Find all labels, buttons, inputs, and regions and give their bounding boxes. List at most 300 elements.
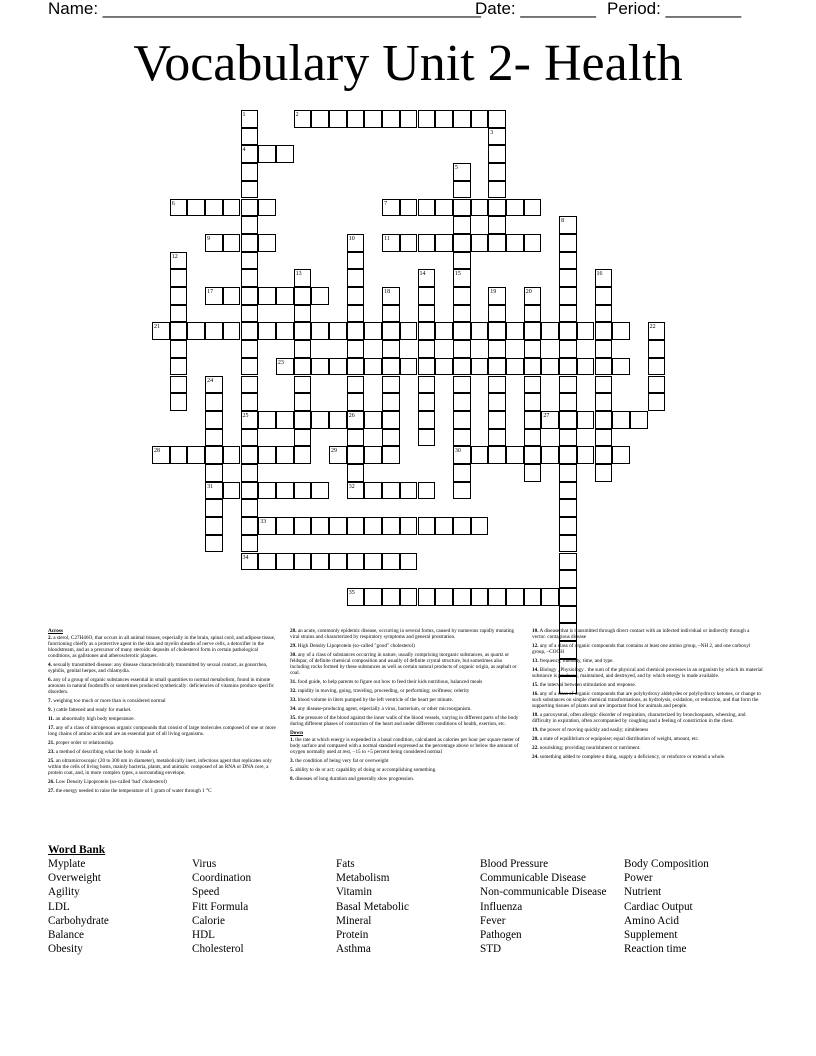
grid-cell[interactable] <box>595 446 613 464</box>
grid-cell[interactable] <box>400 482 418 500</box>
grid-cell[interactable] <box>258 553 276 571</box>
grid-cell[interactable] <box>311 553 329 571</box>
grid-cell[interactable] <box>524 287 542 305</box>
period-field[interactable]: Period: ________ <box>607 0 742 18</box>
grid-cell[interactable] <box>453 429 471 447</box>
grid-cell[interactable] <box>524 305 542 323</box>
grid-cell[interactable] <box>418 234 436 252</box>
grid-cell[interactable] <box>524 234 542 252</box>
grid-cell[interactable] <box>577 322 595 340</box>
grid-cell[interactable] <box>418 358 436 376</box>
grid-cell[interactable] <box>400 199 418 217</box>
grid-cell[interactable] <box>453 305 471 323</box>
grid-cell[interactable] <box>241 411 259 429</box>
grid-cell[interactable] <box>559 376 577 394</box>
grid-cell[interactable] <box>471 588 489 606</box>
grid-cell[interactable] <box>648 358 666 376</box>
grid-cell[interactable] <box>276 287 294 305</box>
grid-cell[interactable] <box>506 446 524 464</box>
date-field[interactable]: Date: ________ <box>475 0 596 18</box>
grid-cell[interactable] <box>453 464 471 482</box>
grid-cell[interactable] <box>471 322 489 340</box>
grid-cell[interactable] <box>241 145 259 163</box>
grid-cell[interactable] <box>311 411 329 429</box>
grid-cell[interactable] <box>559 393 577 411</box>
grid-cell[interactable] <box>241 234 259 252</box>
grid-cell[interactable] <box>347 588 365 606</box>
grid-cell[interactable] <box>488 411 506 429</box>
grid-cell[interactable] <box>329 446 347 464</box>
grid-cell[interactable] <box>205 199 223 217</box>
grid-cell[interactable] <box>453 234 471 252</box>
grid-cell[interactable] <box>488 446 506 464</box>
grid-cell[interactable] <box>559 287 577 305</box>
grid-cell[interactable] <box>152 322 170 340</box>
grid-cell[interactable] <box>241 376 259 394</box>
grid-cell[interactable] <box>205 517 223 535</box>
grid-cell[interactable] <box>559 340 577 358</box>
grid-cell[interactable] <box>471 110 489 128</box>
grid-cell[interactable] <box>223 322 241 340</box>
grid-cell[interactable] <box>311 287 329 305</box>
grid-cell[interactable] <box>524 393 542 411</box>
grid-cell[interactable] <box>170 446 188 464</box>
grid-cell[interactable] <box>170 305 188 323</box>
grid-cell[interactable] <box>258 411 276 429</box>
grid-cell[interactable] <box>435 199 453 217</box>
grid-cell[interactable] <box>577 446 595 464</box>
grid-cell[interactable] <box>612 358 630 376</box>
grid-cell[interactable] <box>241 287 259 305</box>
grid-cell[interactable] <box>559 553 577 571</box>
grid-cell[interactable] <box>382 446 400 464</box>
grid-cell[interactable] <box>170 287 188 305</box>
grid-cell[interactable] <box>382 358 400 376</box>
grid-cell[interactable] <box>506 234 524 252</box>
grid-cell[interactable] <box>541 411 559 429</box>
grid-cell[interactable] <box>559 216 577 234</box>
grid-cell[interactable] <box>435 588 453 606</box>
grid-cell[interactable] <box>418 588 436 606</box>
grid-cell[interactable] <box>488 358 506 376</box>
grid-cell[interactable] <box>276 322 294 340</box>
grid-cell[interactable] <box>488 145 506 163</box>
grid-cell[interactable] <box>258 287 276 305</box>
grid-cell[interactable] <box>258 482 276 500</box>
grid-cell[interactable] <box>276 145 294 163</box>
grid-cell[interactable] <box>364 482 382 500</box>
grid-cell[interactable] <box>170 269 188 287</box>
grid-cell[interactable] <box>205 234 223 252</box>
grid-cell[interactable] <box>595 269 613 287</box>
grid-cell[interactable] <box>595 464 613 482</box>
grid-cell[interactable] <box>329 411 347 429</box>
grid-cell[interactable] <box>205 322 223 340</box>
grid-cell[interactable] <box>418 340 436 358</box>
grid-cell[interactable] <box>418 376 436 394</box>
grid-cell[interactable] <box>453 411 471 429</box>
grid-cell[interactable] <box>595 340 613 358</box>
grid-cell[interactable] <box>187 446 205 464</box>
grid-cell[interactable] <box>276 411 294 429</box>
grid-cell[interactable] <box>205 411 223 429</box>
grid-cell[interactable] <box>559 429 577 447</box>
grid-cell[interactable] <box>241 322 259 340</box>
grid-cell[interactable] <box>595 358 613 376</box>
grid-cell[interactable] <box>559 305 577 323</box>
grid-cell[interactable] <box>170 199 188 217</box>
grid-cell[interactable] <box>559 588 577 606</box>
grid-cell[interactable] <box>541 322 559 340</box>
grid-cell[interactable] <box>506 322 524 340</box>
grid-cell[interactable] <box>294 376 312 394</box>
grid-cell[interactable] <box>453 358 471 376</box>
grid-cell[interactable] <box>488 305 506 323</box>
grid-cell[interactable] <box>205 499 223 517</box>
grid-cell[interactable] <box>241 358 259 376</box>
grid-cell[interactable] <box>595 305 613 323</box>
grid-cell[interactable] <box>418 199 436 217</box>
grid-cell[interactable] <box>170 393 188 411</box>
grid-cell[interactable] <box>559 570 577 588</box>
grid-cell[interactable] <box>559 252 577 270</box>
grid-cell[interactable] <box>241 517 259 535</box>
grid-cell[interactable] <box>488 287 506 305</box>
grid-cell[interactable] <box>276 517 294 535</box>
grid-cell[interactable] <box>382 234 400 252</box>
grid-cell[interactable] <box>258 446 276 464</box>
grid-cell[interactable] <box>294 322 312 340</box>
grid-cell[interactable] <box>241 340 259 358</box>
grid-cell[interactable] <box>241 482 259 500</box>
grid-cell[interactable] <box>488 199 506 217</box>
grid-cell[interactable] <box>595 411 613 429</box>
grid-cell[interactable] <box>223 199 241 217</box>
grid-cell[interactable] <box>347 393 365 411</box>
grid-cell[interactable] <box>418 322 436 340</box>
grid-cell[interactable] <box>595 393 613 411</box>
grid-cell[interactable] <box>241 216 259 234</box>
grid-cell[interactable] <box>364 322 382 340</box>
grid-cell[interactable] <box>382 287 400 305</box>
grid-cell[interactable] <box>223 446 241 464</box>
grid-cell[interactable] <box>294 110 312 128</box>
grid-cell[interactable] <box>364 110 382 128</box>
grid-cell[interactable] <box>559 606 577 624</box>
grid-cell[interactable] <box>488 588 506 606</box>
grid-cell[interactable] <box>418 517 436 535</box>
grid-cell[interactable] <box>223 482 241 500</box>
grid-cell[interactable] <box>347 287 365 305</box>
grid-cell[interactable] <box>294 340 312 358</box>
grid-cell[interactable] <box>400 110 418 128</box>
grid-cell[interactable] <box>559 411 577 429</box>
grid-cell[interactable] <box>453 393 471 411</box>
grid-cell[interactable] <box>471 234 489 252</box>
grid-cell[interactable] <box>453 517 471 535</box>
grid-cell[interactable] <box>241 199 259 217</box>
grid-cell[interactable] <box>241 393 259 411</box>
grid-cell[interactable] <box>347 110 365 128</box>
grid-cell[interactable] <box>347 340 365 358</box>
grid-cell[interactable] <box>311 322 329 340</box>
name-field[interactable]: Name: ________________________________________ <box>48 0 481 18</box>
grid-cell[interactable] <box>205 376 223 394</box>
grid-cell[interactable] <box>488 340 506 358</box>
grid-cell[interactable] <box>524 322 542 340</box>
grid-cell[interactable] <box>577 411 595 429</box>
grid-cell[interactable] <box>559 269 577 287</box>
grid-cell[interactable] <box>595 322 613 340</box>
grid-cell[interactable] <box>382 411 400 429</box>
grid-cell[interactable] <box>506 358 524 376</box>
grid-cell[interactable] <box>364 588 382 606</box>
grid-cell[interactable] <box>524 340 542 358</box>
grid-cell[interactable] <box>347 322 365 340</box>
grid-cell[interactable] <box>630 411 648 429</box>
grid-cell[interactable] <box>453 252 471 270</box>
grid-cell[interactable] <box>648 376 666 394</box>
grid-cell[interactable] <box>471 446 489 464</box>
grid-cell[interactable] <box>648 340 666 358</box>
grid-cell[interactable] <box>347 305 365 323</box>
grid-cell[interactable] <box>294 393 312 411</box>
grid-cell[interactable] <box>453 376 471 394</box>
grid-cell[interactable] <box>241 163 259 181</box>
grid-cell[interactable] <box>488 181 506 199</box>
grid-cell[interactable] <box>453 199 471 217</box>
grid-cell[interactable] <box>329 517 347 535</box>
grid-cell[interactable] <box>294 429 312 447</box>
grid-cell[interactable] <box>595 429 613 447</box>
grid-cell[interactable] <box>258 234 276 252</box>
grid-cell[interactable] <box>418 287 436 305</box>
grid-cell[interactable] <box>559 322 577 340</box>
grid-cell[interactable] <box>187 199 205 217</box>
grid-cell[interactable] <box>329 358 347 376</box>
grid-cell[interactable] <box>241 128 259 146</box>
grid-cell[interactable] <box>187 322 205 340</box>
grid-cell[interactable] <box>595 376 613 394</box>
grid-cell[interactable] <box>347 446 365 464</box>
grid-cell[interactable] <box>294 517 312 535</box>
grid-cell[interactable] <box>294 358 312 376</box>
grid-cell[interactable] <box>559 482 577 500</box>
grid-cell[interactable] <box>241 535 259 553</box>
grid-cell[interactable] <box>488 376 506 394</box>
grid-cell[interactable] <box>382 517 400 535</box>
grid-cell[interactable] <box>595 287 613 305</box>
grid-cell[interactable] <box>364 358 382 376</box>
grid-cell[interactable] <box>276 358 294 376</box>
grid-cell[interactable] <box>347 269 365 287</box>
grid-cell[interactable] <box>364 553 382 571</box>
grid-cell[interactable] <box>311 358 329 376</box>
grid-cell[interactable] <box>524 411 542 429</box>
grid-cell[interactable] <box>347 482 365 500</box>
grid-cell[interactable] <box>559 234 577 252</box>
grid-cell[interactable] <box>453 482 471 500</box>
grid-cell[interactable] <box>329 553 347 571</box>
grid-cell[interactable] <box>471 199 489 217</box>
grid-cell[interactable] <box>294 411 312 429</box>
grid-cell[interactable] <box>223 234 241 252</box>
grid-cell[interactable] <box>382 199 400 217</box>
grid-cell[interactable] <box>488 393 506 411</box>
grid-cell[interactable] <box>488 163 506 181</box>
grid-cell[interactable] <box>435 110 453 128</box>
grid-cell[interactable] <box>453 340 471 358</box>
grid-cell[interactable] <box>258 322 276 340</box>
grid-cell[interactable] <box>488 128 506 146</box>
grid-cell[interactable] <box>276 553 294 571</box>
grid-cell[interactable] <box>311 110 329 128</box>
grid-cell[interactable] <box>382 393 400 411</box>
grid-cell[interactable] <box>382 482 400 500</box>
grid-cell[interactable] <box>329 110 347 128</box>
grid-cell[interactable] <box>524 464 542 482</box>
grid-cell[interactable] <box>205 535 223 553</box>
grid-cell[interactable] <box>559 446 577 464</box>
grid-cell[interactable] <box>400 234 418 252</box>
grid-cell[interactable] <box>559 358 577 376</box>
grid-cell[interactable] <box>241 553 259 571</box>
grid-cell[interactable] <box>435 322 453 340</box>
grid-cell[interactable] <box>382 305 400 323</box>
grid-cell[interactable] <box>205 429 223 447</box>
grid-cell[interactable] <box>347 553 365 571</box>
grid-cell[interactable] <box>559 464 577 482</box>
grid-cell[interactable] <box>294 269 312 287</box>
grid-cell[interactable] <box>488 429 506 447</box>
grid-cell[interactable] <box>382 429 400 447</box>
grid-cell[interactable] <box>506 588 524 606</box>
grid-cell[interactable] <box>453 446 471 464</box>
grid-cell[interactable] <box>241 305 259 323</box>
grid-cell[interactable] <box>170 358 188 376</box>
grid-cell[interactable] <box>435 358 453 376</box>
grid-cell[interactable] <box>382 110 400 128</box>
grid-cell[interactable] <box>170 376 188 394</box>
grid-cell[interactable] <box>258 199 276 217</box>
grid-cell[interactable] <box>453 110 471 128</box>
grid-cell[interactable] <box>382 553 400 571</box>
grid-cell[interactable] <box>294 446 312 464</box>
grid-cell[interactable] <box>453 287 471 305</box>
grid-cell[interactable] <box>241 429 259 447</box>
grid-cell[interactable] <box>294 287 312 305</box>
grid-cell[interactable] <box>418 269 436 287</box>
grid-cell[interactable] <box>347 358 365 376</box>
grid-cell[interactable] <box>488 234 506 252</box>
grid-cell[interactable] <box>453 588 471 606</box>
grid-cell[interactable] <box>347 234 365 252</box>
grid-cell[interactable] <box>347 252 365 270</box>
grid-cell[interactable] <box>276 482 294 500</box>
grid-cell[interactable] <box>524 358 542 376</box>
grid-cell[interactable] <box>418 482 436 500</box>
grid-cell[interactable] <box>506 199 524 217</box>
grid-cell[interactable] <box>471 358 489 376</box>
grid-cell[interactable] <box>418 305 436 323</box>
grid-cell[interactable] <box>241 252 259 270</box>
grid-cell[interactable] <box>453 216 471 234</box>
grid-cell[interactable] <box>382 588 400 606</box>
grid-cell[interactable] <box>488 216 506 234</box>
grid-cell[interactable] <box>241 110 259 128</box>
grid-cell[interactable] <box>152 446 170 464</box>
grid-cell[interactable] <box>400 358 418 376</box>
grid-cell[interactable] <box>648 393 666 411</box>
grid-cell[interactable] <box>400 553 418 571</box>
grid-cell[interactable] <box>294 482 312 500</box>
grid-cell[interactable] <box>541 446 559 464</box>
grid-cell[interactable] <box>488 110 506 128</box>
grid-cell[interactable] <box>435 517 453 535</box>
grid-cell[interactable] <box>524 446 542 464</box>
grid-cell[interactable] <box>418 110 436 128</box>
grid-cell[interactable] <box>294 305 312 323</box>
grid-cell[interactable] <box>382 322 400 340</box>
grid-cell[interactable] <box>170 252 188 270</box>
grid-cell[interactable] <box>364 517 382 535</box>
grid-cell[interactable] <box>559 535 577 553</box>
grid-cell[interactable] <box>524 199 542 217</box>
grid-cell[interactable] <box>418 393 436 411</box>
grid-cell[interactable] <box>241 181 259 199</box>
grid-cell[interactable] <box>258 145 276 163</box>
grid-cell[interactable] <box>241 499 259 517</box>
grid-cell[interactable] <box>364 411 382 429</box>
grid-cell[interactable] <box>524 429 542 447</box>
grid-cell[interactable] <box>453 181 471 199</box>
grid-cell[interactable] <box>453 163 471 181</box>
grid-cell[interactable] <box>382 376 400 394</box>
grid-cell[interactable] <box>559 517 577 535</box>
grid-cell[interactable] <box>311 517 329 535</box>
grid-cell[interactable] <box>170 340 188 358</box>
grid-cell[interactable] <box>347 376 365 394</box>
grid-cell[interactable] <box>524 376 542 394</box>
grid-cell[interactable] <box>241 464 259 482</box>
grid-cell[interactable] <box>612 411 630 429</box>
grid-cell[interactable] <box>382 340 400 358</box>
grid-cell[interactable] <box>276 446 294 464</box>
grid-cell[interactable] <box>418 411 436 429</box>
grid-cell[interactable] <box>453 269 471 287</box>
grid-cell[interactable] <box>347 464 365 482</box>
grid-cell[interactable] <box>612 446 630 464</box>
grid-cell[interactable] <box>418 429 436 447</box>
grid-cell[interactable] <box>648 322 666 340</box>
grid-cell[interactable] <box>612 322 630 340</box>
grid-cell[interactable] <box>205 446 223 464</box>
grid-cell[interactable] <box>205 393 223 411</box>
grid-cell[interactable] <box>205 482 223 500</box>
grid-cell[interactable] <box>541 358 559 376</box>
grid-cell[interactable] <box>400 322 418 340</box>
grid-cell[interactable] <box>559 499 577 517</box>
grid-cell[interactable] <box>223 287 241 305</box>
grid-cell[interactable] <box>364 446 382 464</box>
grid-cell[interactable] <box>329 322 347 340</box>
grid-cell[interactable] <box>205 287 223 305</box>
grid-cell[interactable] <box>400 588 418 606</box>
grid-cell[interactable] <box>577 358 595 376</box>
grid-cell[interactable] <box>258 517 276 535</box>
grid-cell[interactable] <box>400 517 418 535</box>
grid-cell[interactable] <box>241 269 259 287</box>
